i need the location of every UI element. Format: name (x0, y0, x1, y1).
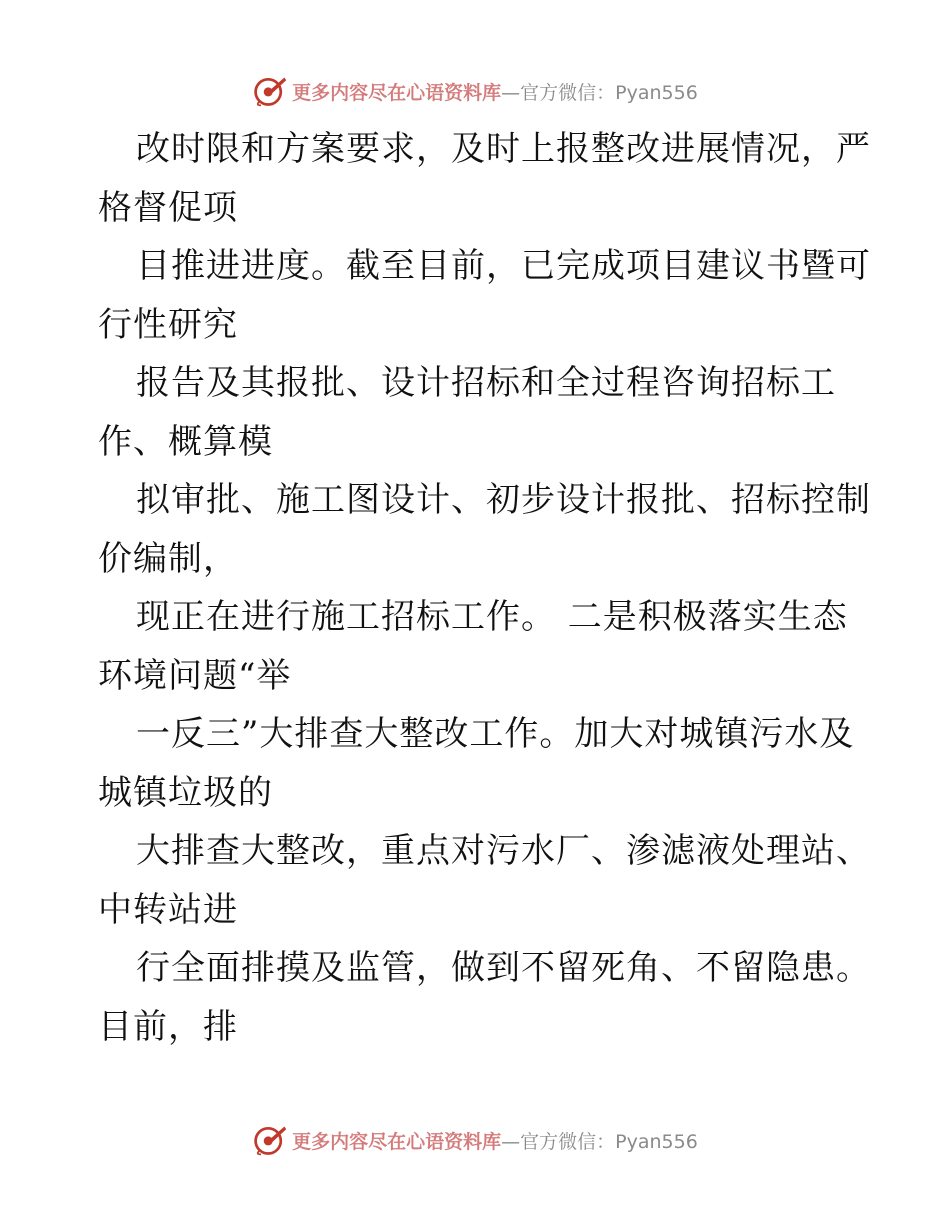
text-line: 中转站进 (98, 889, 238, 930)
text-line: 大排查大整改，重点对污水厂、渗滤液处理站、 (136, 831, 871, 871)
text-line: 目推进进度。截至目前，已完成项目建议书暨可 (136, 246, 871, 286)
text-line: 一反三”大排查大整改工作。加大对城镇污水及 (136, 714, 855, 754)
text-line: 现正在进行施工招标工作。 二是积极落实生态 (136, 597, 848, 637)
footer-banner-wechat: —官方微信：Pyan556 (501, 1130, 698, 1153)
text-line: 价编制， (98, 538, 238, 579)
document-body (98, 120, 871, 1056)
header-banner-title: 更多内容尽在心语资料库 (292, 81, 502, 104)
text-line: 报告及其报批、设计招标和全过程咨询招标工 (136, 363, 836, 403)
text-line: 改时限和方案要求，及时上报整改进展情况，严 (136, 129, 871, 169)
text-line: 行全面排摸及监管，做到不留死角、不留隐患。 (136, 948, 871, 988)
text-line: 城镇垃圾的 (98, 772, 273, 813)
header-banner (0, 71, 950, 111)
text-line: 格督促项 (98, 187, 238, 228)
text-line: 环境问题“举 (98, 655, 292, 696)
pen-logo-icon (252, 1122, 288, 1158)
text-line: 拟审批、施工图设计、初步设计报批、招标控制 (136, 480, 871, 520)
text-line: 目前，排 (98, 1006, 238, 1047)
pen-logo-icon (252, 73, 288, 109)
header-banner-wechat: —官方微信：Pyan556 (501, 81, 698, 104)
footer-banner (0, 1120, 950, 1160)
text-line: 作、概算模 (98, 421, 273, 462)
text-line: 行性研究 (98, 304, 238, 345)
footer-banner-title: 更多内容尽在心语资料库 (292, 1130, 502, 1153)
